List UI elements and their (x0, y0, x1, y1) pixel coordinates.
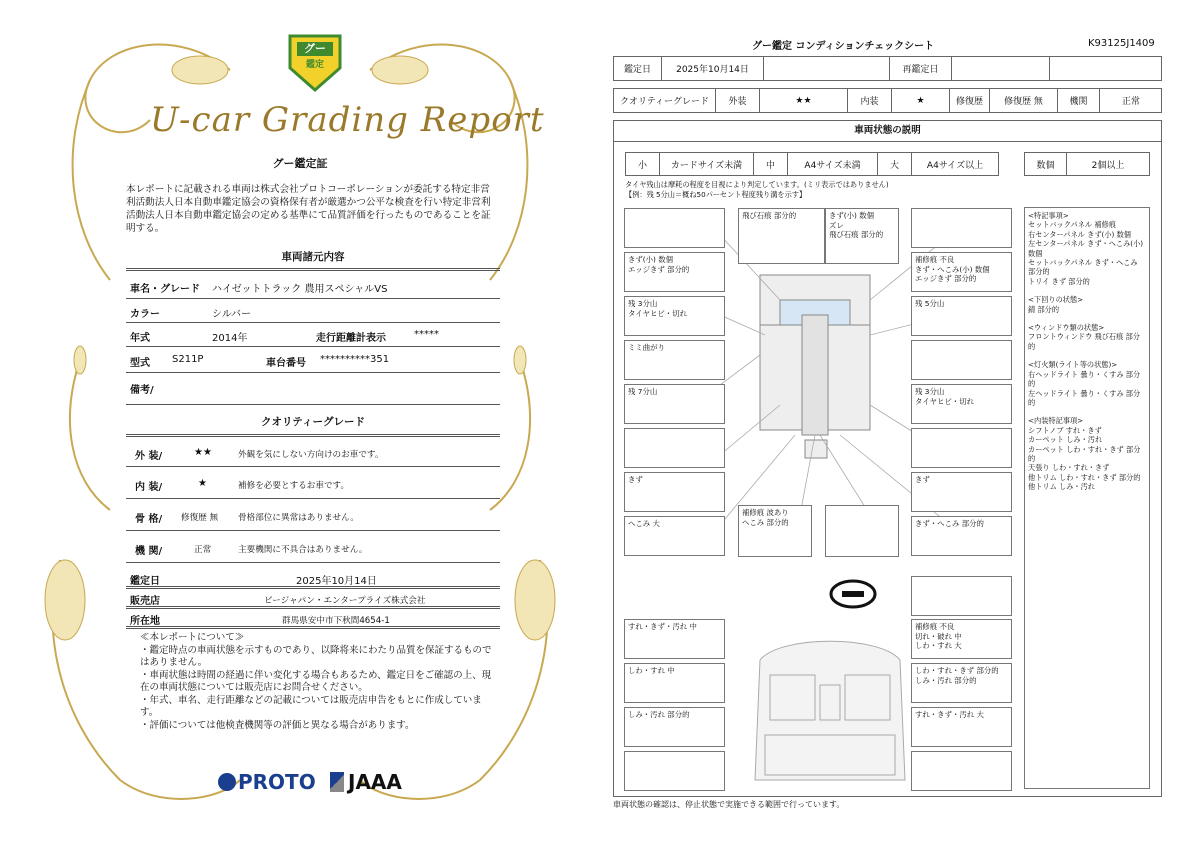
note-line: 天張り しわ・すれ・きず (1028, 463, 1110, 473)
chassis-value: **********351 (320, 354, 390, 365)
note-line: トリイ きず 部分的 (1028, 276, 1090, 286)
badge-top-text: グー (304, 42, 326, 55)
specs-heading: 車両諸元内容 (281, 251, 345, 263)
note-line: 左センターパネル きず・へこみ(小) 数個 (1028, 239, 1144, 258)
grade-interior-label: 内 装/ (135, 482, 163, 493)
chassis-label: 車台番号 (266, 358, 306, 369)
divider (126, 586, 500, 589)
grade-frame-desc: 骨格部位に異常はありません。 (238, 513, 359, 523)
callout-box (624, 751, 725, 791)
divider (126, 434, 500, 437)
engine-label: 機関 (1058, 89, 1100, 112)
callout-interior-fr: 補修痕 不良 切れ・破れ 中 しわ・すれ 大 (911, 619, 1012, 659)
callout-right-front: 補修痕 不良 きず・へこみ(小) 数個 エッジきず 部分的 (911, 252, 1012, 292)
note-line: 他トリム しみ・汚れ (1028, 482, 1095, 492)
interior-label: 内装 (848, 89, 892, 112)
certificate-body: 本レポートに記載される車両は株式会社プロトコーポレーションが委託する特定非営利活動法人日本自動車鑑定協会の資格保有者が厳選かつ公平な検査を行い特定非営利活動法人日本自動車鑑定協会の定める基準にて品質評価を行ったものであることを証明する。 (126, 184, 491, 234)
divider (126, 322, 500, 323)
report-title: U-car Grading Report (150, 100, 545, 140)
note-line: シフトノブ すれ・きず (1028, 425, 1102, 435)
interior-diagram (740, 630, 920, 790)
badge-bottom-text: 鑑定 (305, 60, 324, 70)
year-value: 2014年 (212, 333, 248, 344)
model-value: S211P (172, 354, 204, 365)
divider (126, 372, 500, 373)
note-line: <灯火類(ライト等の状態)> (1028, 360, 1118, 370)
date-label: 鑑定日 (130, 576, 160, 587)
note-line: <ウィンドウ類の状態> (1028, 323, 1105, 333)
special-notes (1024, 207, 1150, 789)
grade-engine-desc: 主要機関に不具合はありません。 (238, 545, 368, 555)
callout-tire-fr: 残 5分山 (911, 296, 1012, 336)
color-label: カラー (130, 309, 160, 320)
date-value: 2025年10月14日 (662, 57, 764, 80)
date-value: 2025年10月14日 (296, 576, 377, 587)
callout-left-rear: きず (624, 472, 725, 512)
size-legend: 小 カードサイズ未満 中 A4サイズ未満 大 A4サイズ以上 (625, 152, 999, 176)
grade-interior-desc: 補修を必要とするお車です。 (238, 481, 350, 491)
divider (126, 268, 500, 271)
callout-interior-mr: しわ・すれ・きず 部分的 しみ・汚れ 部分的 (911, 663, 1012, 703)
model-label: 型式 (130, 358, 150, 369)
repair-value: 修復歴 無 (990, 89, 1058, 112)
footer-note: 車両状態の確認は、停止状態で実施できる範囲で行っています。 (613, 800, 845, 809)
mileage-value: ***** (414, 329, 439, 340)
grade-frame-value: 修復歴 無 (181, 513, 219, 523)
steering-wheel-icon (828, 578, 878, 610)
qg-label: クオリティーグレード (614, 89, 716, 112)
callout-box (825, 505, 899, 557)
grade-exterior-desc: 外観を気にしない方向けのお車です。 (238, 450, 384, 460)
grade-row (613, 88, 1162, 113)
divider (126, 466, 500, 467)
tire-note-example: 【例：残 5分山＝概ね50パーセント程度残り溝を示す】 (625, 190, 807, 199)
exterior-label: 外装 (716, 89, 760, 112)
name-value: ハイゼットトラック 農用スペシャルVS (212, 284, 388, 295)
grade-exterior-value: ★★ (194, 447, 212, 458)
interior-value: ★ (892, 89, 950, 112)
date-row (613, 56, 1162, 81)
divider (126, 404, 500, 405)
callout-box (911, 428, 1012, 468)
note-item: ・評価については他検査機関等の評価と異なる場合があります。 (140, 720, 415, 731)
callout-box (624, 428, 725, 468)
jaaa-logo: JAAA (330, 770, 402, 794)
divider (126, 530, 500, 531)
engine-value: 正常 (1121, 97, 1140, 107)
repair-label: 修復歴 (950, 89, 990, 112)
status-heading: 車両状態の説明 (613, 120, 1162, 142)
note-line: <内装特記事項> (1028, 416, 1084, 426)
callout-interior-rl: しみ・汚れ 部分的 (624, 707, 725, 747)
callout-tire-rr: 残 3分山 タイヤヒビ・切れ (911, 384, 1012, 424)
callout-left-front: きず(小) 数個 エッジきず 部分的 (624, 252, 725, 292)
mileage-label: 走行距離計表示 (316, 333, 386, 344)
note-line: セットバックパネル 補修痕 (1028, 220, 1116, 230)
note-line: フロントウィンドウ 飛び石痕 部分的 (1028, 332, 1140, 351)
divider (126, 606, 500, 609)
proto-logo: PROTO (218, 770, 316, 794)
callout-box (911, 208, 1012, 248)
divider (126, 498, 500, 499)
date-label: 鑑定日 (614, 57, 662, 80)
callout-front-top: 飛び石痕 部分的 (738, 208, 825, 264)
year-label: 年式 (130, 333, 150, 344)
note-line: 他トリム しわ・すれ・きず 部分的 (1028, 472, 1141, 482)
count-legend: 数個 2個以上 (1024, 152, 1150, 176)
color-value: シルバー (212, 309, 252, 320)
address-label: 所在地 (130, 616, 160, 627)
note-item: ・車両状態は時間の経過に伴い変化する場合もあるため、鑑定日をご確認の上、現在の車両状態については販売店にお問合せください。 (140, 670, 492, 694)
note-line: <下回りの状態> (1028, 295, 1084, 305)
grade-exterior-label: 外 装/ (135, 451, 163, 462)
grade-frame-label: 骨 格/ (135, 514, 163, 525)
note-line: 錆 部分的 (1028, 304, 1060, 314)
exterior-value: ★★ (760, 89, 848, 112)
reinspect-label: 再鑑定日 (890, 57, 952, 80)
callout-left-bed: へこみ 大 (624, 516, 725, 556)
callout-box (911, 340, 1012, 380)
grade-interior-value: ★ (198, 478, 207, 489)
grade-heading: クオリティーグレード (261, 416, 365, 428)
grade-engine-label: 機 関/ (135, 546, 163, 557)
note-item: ・鑑定時点の車両状態を示すものであり、以降将来にわたり品質を保証するものではありません。 (140, 645, 492, 669)
address-value: 群馬県安中市下秋間4654-1 (282, 616, 390, 626)
divider (126, 562, 500, 563)
tire-note: タイヤ残山は摩耗の程度を目視により判定しています。(ミリ表示ではありません) (625, 180, 889, 189)
note-line: 右センターパネル きず(小) 数個 (1028, 229, 1131, 239)
note-line: 右ヘッドライト 曇り・くすみ 部分的 (1028, 369, 1141, 389)
condition-check-sheet (600, 0, 1200, 848)
callout-tailgate: 補修痕 波あり へこみ 部分的 (738, 505, 812, 557)
callout-box (911, 751, 1012, 791)
note-item: ・年式、車名、走行距離などの記載については販売店申告をもとに作成しています。 (140, 695, 482, 719)
callout-interior-rr: すれ・きず・汚れ 大 (911, 707, 1012, 747)
callout-right-bed: きず・へこみ 部分的 (911, 516, 1012, 556)
note-line: セットバックパネル きず・へこみ 部分的 (1028, 258, 1138, 277)
callout-box (911, 576, 1012, 616)
notes-heading: ≪本レポートについて≫ (140, 632, 245, 643)
callout-roof: きず(小) 数個 ズレ 飛び石痕 部分的 (825, 208, 899, 264)
sheet-title: グー鑑定 コンディションチェックシート (752, 41, 935, 52)
dealer-value: ビージャパン・エンタープライズ株式会社 (264, 596, 426, 606)
callout-left-mid: ミミ曲がり (624, 340, 725, 380)
dealer-label: 販売店 (130, 596, 160, 607)
grade-engine-value: 正常 (194, 545, 212, 555)
divider (126, 298, 500, 299)
callout-interior-fl: すれ・きず・汚れ 中 (624, 619, 725, 659)
callout-right-rear: きず (911, 472, 1012, 512)
note-line: 左ヘッドライト 曇り・くすみ 部分的 (1028, 388, 1141, 407)
name-label: 車名・グレード (130, 284, 200, 295)
callout-box (624, 208, 725, 248)
callout-tire-rl: 残 7分山 (624, 384, 725, 424)
callout-tire-fl: 残 3分山 タイヤヒビ・切れ (624, 296, 725, 336)
note-line: カーペット しみ・汚れ (1028, 435, 1103, 445)
callout-interior-ml: しわ・すれ 中 (624, 663, 725, 703)
remarks-label: 備考/ (130, 385, 154, 396)
note-line: カーペット しわ・すれ・きず 部分的 (1028, 444, 1141, 463)
note-line: <特記事項> (1028, 211, 1069, 220)
certificate-heading: グー鑑定証 (272, 157, 328, 170)
divider (126, 626, 500, 629)
sheet-id: K93125J1409 (1088, 38, 1155, 49)
divider (126, 346, 500, 347)
